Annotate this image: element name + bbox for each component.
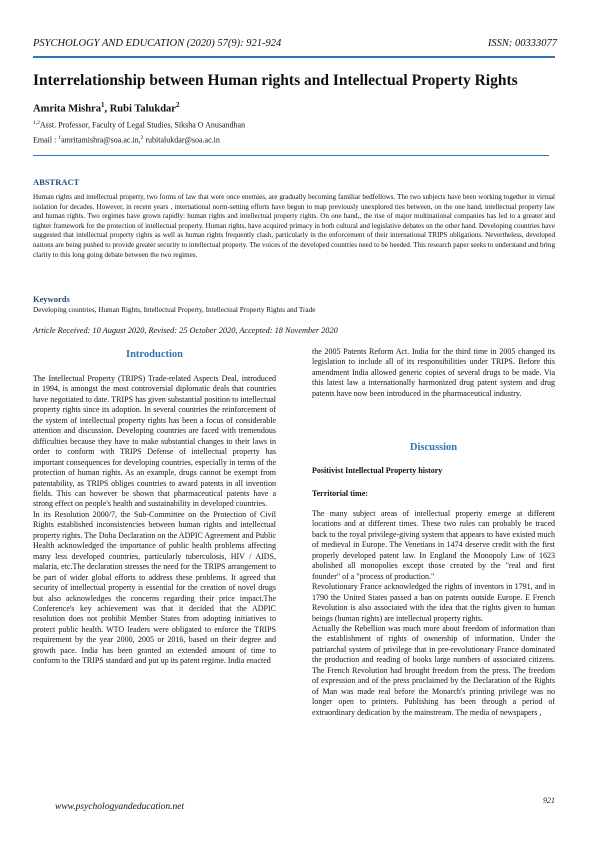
affil-sup: 1,2 — [33, 120, 40, 126]
intro-paragraph-3: the 2005 Patents Reform Act. India for the third time in 2005 changed its legislation to include all of its responsibilities under TRIPS. Before this amendment India allowed generic copies of several drugs to be made. Via this latest law a internationally harmonized drug patent system and drug patents have now been introduced in the pharmaceutical industry. — [312, 347, 555, 398]
discussion-paragraph-1: The many subject areas of intellectual property emerge at different locations and at different times. These two rules can probably be traced back to the royal privilege-giving system that appears to have existed much of medieval in Europe. The Venetians in 1474 deserve credit with the first properly developed patent law. In England the Monopoly Law of 1623 abolished all monopolies except those created by the "real and first founder" of a "process of production." — [312, 509, 555, 581]
journal-header: PSYCHOLOGY AND EDUCATION (2020) 57(9): 921-924 — [33, 38, 282, 49]
authors — [33, 101, 179, 115]
subheading-territorial-time: Territorial time: — [312, 489, 368, 498]
intro-paragraph-2: In its Resolution 2000/7, the Sub-Committee on the Protection of Civil Rights established inconsistencies between human rights and intellectual property rights. The Doha Declaration on the ADPIC Agreement and Public Health acknowledged the importance of public health problems affecting many less developed countries, particularly tuberculosis, HIV / AIDS, malaria, etc.The declaration stresses the need for the TRIPS arrangement to be part of wider global efforts to address these problems. It agreed that security of intellectual property is essential for the creation of novel drugs but also acknowledges the concerns regarding their price impact.The Conference's key achievement was that it decided that the ADPIC resolution does not prohibit Member States from adopting initiatives to protect public health. WTO leaders were obligated to enforce the TRIPS requirement by the year 2000, 2005 or 2016, based on their degree and growth pace. India has been granted an extended amount of time to conform to the TRIPS standard and put up its patent regime. India enacted — [33, 509, 276, 666]
right-column-top — [312, 347, 555, 399]
email-1[interactable]: amritamishra@soa.ac.in, — [61, 135, 141, 145]
subheading-positivist-history: Positivist Intellectual Property history — [312, 466, 443, 475]
article-dates: Article Received: 10 August 2020, Revised: 25 October 2020, Accepted: 18 November 2020 — [33, 326, 338, 335]
affil-text: Asst. Professor, Faculty of Legal Studies, Siksha O Anusandhan — [39, 120, 246, 130]
abstract-text: Human rights and intellectual property, two forms of law that were once enemies, are gradually becoming familiar bedfellows. The two subjects have been working together in virtual isolation for decades. However, in recent years , international norm-setting efforts have begun to map previously unexplored ties between, on the one hand, intellectual property law and human rights. Two regimes have grown rapidly: human rights and intellectual property rights. On one hand,, the rise of major multinational companies has led to a greater and tighter framework for the protection of intellectual property. Human rights, have acquired primacy in both cultural and legislative debates on the other hand. Developing countries have suggested that intellectual property rights as well as human rights frequently clash, particularly in the enforcement of their international TRIPS obligations. Nevertheless, developed nations are being pushed to provide greater security to intellectual property. The voices of the developed countries need to be heeded. This research paper seeks to understand and bring clarity to this long going debate between the two regimes. — [33, 193, 555, 259]
email-label: Email : — [33, 135, 59, 145]
discussion-paragraph-3: Actually the Rebellion was much more about freedom of information than the establishment of rights of ownership of information. Under the patriarchal system of privilege that in pre-revolutionary France dominated the production and reading of books large numbers of associated citizens. The French Revolution had brought freedom from the press. The freedom of expression and of the press proclaimed by the Declaration of the Rights of Man was made real before the Monarch's printing privilege was no longer open to printers. Publishing has been through a period of extraordinary dedication by the mainstream. The media of newspapers , — [312, 623, 555, 717]
intro-paragraph-1: The Intellectual Property (TRIPS) Trade-related Aspects Deal, introduced in 1994, is amongst the most controversial diplomatic deals that countries have negotiated to date. TRIPS has given substantial position to intellectual property rights since its adoption. In several countries the reinforcement of the system of intellectual property rights has been a focus of considerable attention and discussion. Developing countries are faced with tremendous difficulties because they have to make substantial changes to their laws in order to conform with TRIPS Defense of intellectual property has important consequences for developing countries, especially in terms of the protection of human rights. As an example, drugs cannot be exempt from patentability, as TRIPS obliges countries to award patents in all invention fields. This can however be shown that pharmaceutical patents have a strong effect on people's health and sustainability in developed countries. — [33, 374, 276, 509]
email-sup-2: 2 — [140, 134, 144, 141]
email-2[interactable]: rubitalukdar@soa.ac.in — [143, 135, 220, 145]
issn-header: ISSN: 00333077 — [487, 38, 557, 49]
affiliation — [33, 118, 553, 145]
author-sep: , — [104, 103, 110, 115]
author-1: Amrita Mishra — [33, 103, 101, 115]
page-number: 921 — [543, 796, 555, 805]
keywords-heading: Keywords — [33, 294, 70, 304]
keywords-text: Developing countries, Human Rights, Intellectual Property, Intellectual Property Rights and Trade — [33, 306, 316, 314]
right-column-discussion — [312, 509, 555, 718]
footer-url[interactable]: www.psychologyandeducation.net — [55, 802, 185, 812]
discussion-paragraph-2: Revolutionary France acknowledged the rights of inventors in 1791, and in 1790 the United States passed a ban on patents outside Europe. E French Revolution is also associated with the idea that the rights given to human beings (human rights) are intellectual property rights. — [312, 582, 555, 623]
left-column — [33, 374, 276, 667]
author-1-sup: 1 — [100, 101, 105, 109]
section-divider — [33, 155, 549, 156]
author-2: Rubi Talukdar — [109, 103, 176, 115]
discussion-heading: Discussion — [409, 442, 458, 453]
header-divider — [33, 56, 555, 58]
paper-title: Interrelationship between Human rights and Intellectual Property Rights — [33, 72, 518, 89]
email-sup-1: 1 — [58, 134, 62, 141]
abstract-heading: ABSTRACT — [33, 177, 80, 187]
author-2-sup: 2 — [175, 101, 180, 109]
introduction-heading: Introduction — [126, 349, 183, 360]
